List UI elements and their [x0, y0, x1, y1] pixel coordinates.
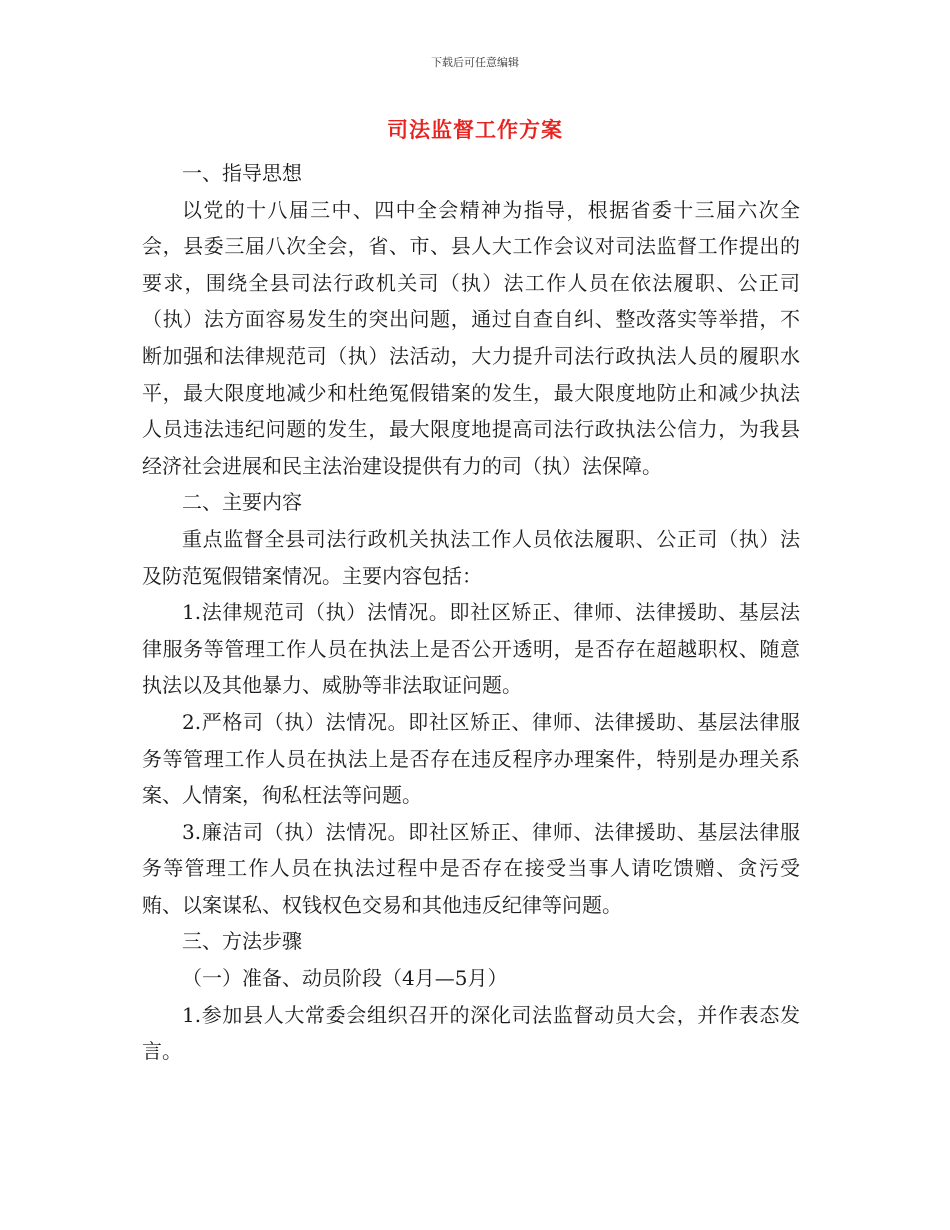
paragraph-item-2: 2.严格司（执）法情况。即社区矫正、律师、法律援助、基层法律服务等管理工作人员在执法上是否存在违反程序办理案件，特别是办理关系案、人情案，徇私枉法等问题。 [142, 709, 800, 808]
paragraph-item-3: 3.廉洁司（执）法情况。即社区矫正、律师、法律援助、基层法律服务等管理工作人员在执法过程中是否存在接受当事人请吃馈赠、贪污受贿、以案谋私、权钱权色交易和其他违反纪律等问题。 [142, 819, 800, 917]
document-title: 司法监督工作方案 [387, 117, 563, 142]
header-note: 下载后可任意编辑 [431, 56, 519, 69]
subsection-heading-preparation: （一）准备、动员阶段（4月—5月） [182, 966, 508, 991]
paragraph-step-1: 1.参加县人大常委会组织召开的深化司法监督动员大会，并作表态发言。 [142, 1002, 800, 1064]
section-heading-method-steps: 三、方法步骤 [182, 929, 302, 954]
paragraph-guiding-ideology: 以党的十八届三中、四中全会精神为指导，根据省委十三届六次全会，县委三届八次全会，省、市、县人大工作会议对司法监督工作提出的要求，围绕全县司法行政机关司（执）法工作人员在依法履职、公正司（执）法方面容易发生的突出问题，通过自查自纠、整改落实等举措，不断加强和法律规范司（执）法活动，大力提升司法行政执法人员的履职水平，最大限度地减少和杜绝冤假错案的发生，最大限度地防止和减少执法人员违法违纪问题的发生，最大限度地提高司法行政执法公信力，为我县经济社会进展和民主法治建设提供有力的司（执）法保障。 [142, 197, 800, 478]
section-heading-main-content: 二、主要内容 [182, 490, 302, 515]
section-heading-guiding-ideology: 一、指导思想 [182, 161, 302, 185]
paragraph-item-1: 1.法律规范司（执）法情况。即社区矫正、律师、法律援助、基层法律服务等管理工作人员在执法上是否公开透明，是否存在超越职权、随意执法以及其他暴力、威胁等非法取证问题。 [142, 600, 800, 698]
paragraph-main-content-intro: 重点监督全县司法行政机关执法工作人员依法履职、公正司（执）法及防范冤假错案情况。主要内容包括： [142, 526, 800, 588]
document-body [142, 155, 800, 1070]
